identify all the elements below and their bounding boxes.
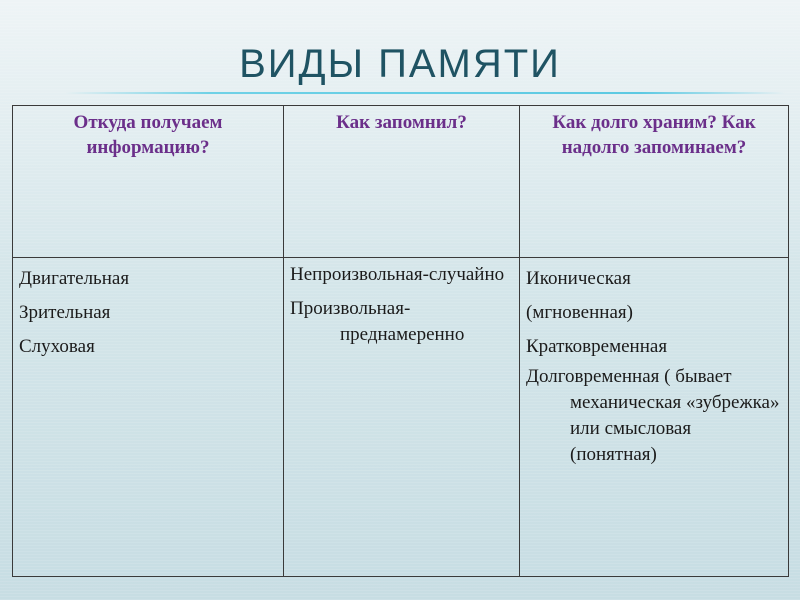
header-how-memorized: Как запомнил? [284, 106, 520, 258]
list-item: Двигательная [19, 268, 130, 289]
list-item: Долговременная ( бывает механическая «зубрежка» или смысловая (понятная) [526, 366, 780, 465]
list-item: Кратковременная [526, 336, 668, 357]
list-item: Иконическая [526, 268, 631, 289]
cell-duration-types [520, 258, 789, 577]
table-row [13, 258, 789, 577]
title-underline [65, 92, 785, 94]
header-how-long: Как долго храним? Как надолго запоминаем? [520, 106, 789, 258]
list-item: (мгновенная) [526, 302, 633, 323]
header-source: Откуда получаем информацию? [13, 106, 284, 258]
cell-memorization-types [284, 258, 520, 577]
list-item: Зрительная [19, 302, 111, 323]
list-item: Произвольная-преднамеренно [290, 298, 465, 345]
list-item: Непроизвольная-случайно [290, 264, 505, 285]
slide-title: ВИДЫ ПАМЯТИ [239, 42, 561, 86]
cell-source-types [13, 258, 284, 577]
list-item: Слуховая [19, 336, 95, 357]
memory-types-table [12, 105, 789, 577]
table-header-row [13, 106, 789, 258]
